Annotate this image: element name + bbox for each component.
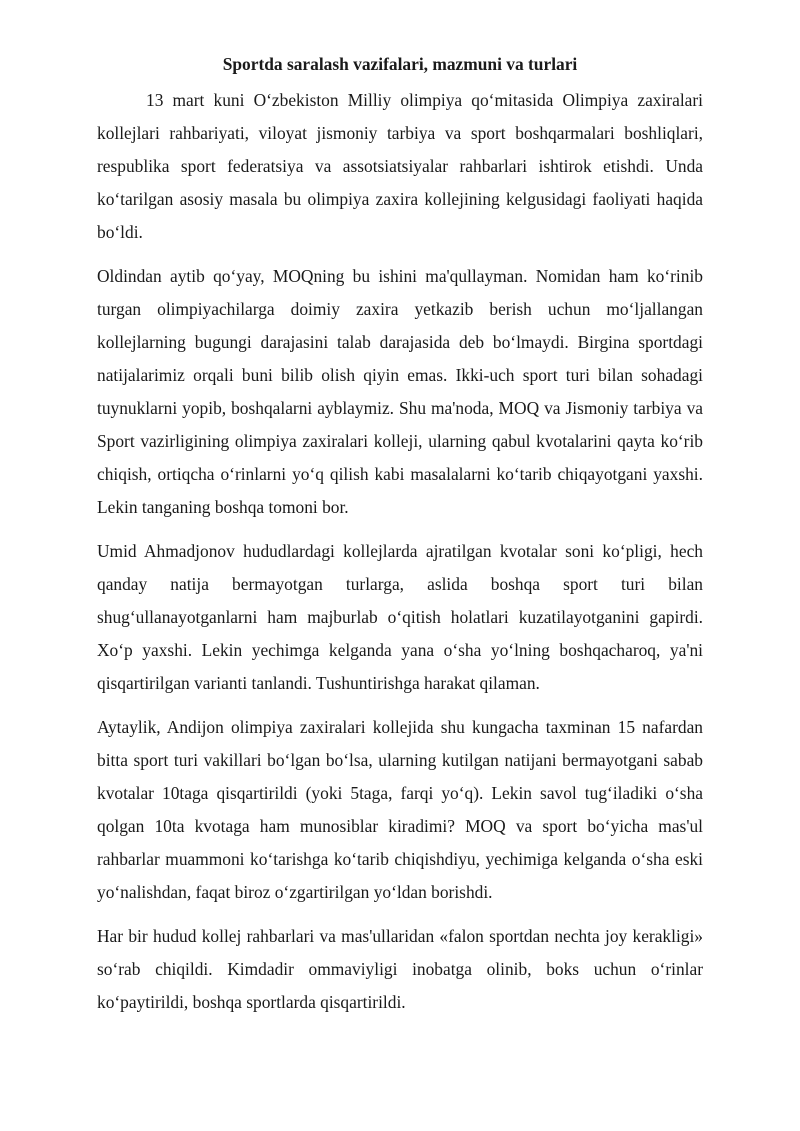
paragraph-2: Oldindan aytib qo‘yay, MOQning bu ishini ma'qullayman. Nomidan ham ko‘rinib turgan olimpiyachilarga doimiy zaxira yetkazib berish uchun mo‘ljallangan kollejlarning bugungi darajasini talab darajasida deb bo‘lmaydi. Birgina sportdagi natijalarimiz orqali buni bilib olish qiyin emas. Ikki-uch sport turi bilan sohadagi tuynuklarni yopib, boshqalarni ayblaymiz. Shu ma'noda, MOQ va Jismoniy tarbiya va Sport vazirligining olimpiya zaxiralari kolleji, ularning qabul kvotalarini qayta ko‘rib chiqish, ortiqcha o‘rinlarni yo‘q qilish kabi masalalarni ko‘tarib chiqayotgani yaxshi. Lekin tanganing boshqa tomoni bor.	[97, 266, 703, 517]
paragraph-5: Har bir hudud kollej rahbarlari va mas'ullaridan «falon sportdan nechta joy kerakligi» so‘rab chiqildi. Kimdadir ommaviyligi inobatga olinib, boks uchun o‘rinlar ko‘paytirildi, boshqa sportlarda qisqartirildi.	[97, 926, 703, 1012]
paragraph-3: Umid Ahmadjonov hududlardagi kollejlarda ajratilgan kvotalar soni ko‘pligi, hech qanday natija bermayotgan turlarga, aslida boshqa sport turi bilan shug‘ullanayotganlarni ham majburlab o‘qitish holatlari kuzatilayotganini gapirdi. Xo‘p yaxshi. Lekin yechimga kelganda yana o‘sha yo‘lning boshqacharoq, ya'ni qisqartirilgan varianti tanlandi. Tushuntirishga harakat qilaman.	[97, 541, 703, 693]
document-title: Sportda saralash vazifalari, mazmuni va turlari	[222, 54, 578, 74]
paragraph-4: Aytaylik, Andijon olimpiya zaxiralari kollejida shu kungacha taxminan 15 nafardan bitta sport turi vakillari bo‘lgan bo‘lsa, ularning kutilgan natijani bermayotgani sabab kvotalar 10taga qisqartirildi (yoki 5taga, farqi yo‘q). Lekin savol tug‘iladiki o‘sha qolgan 10ta kvotaga ham munosiblar kiradimi? MOQ va sport bo‘yicha mas'ul rahbarlar muammoni ko‘tarishga ko‘tarib chiqishdiyu, yechimiga kelganda o‘sha eski yo‘nalishdan, faqat biroz o‘zgartirilgan yo‘ldan borishdi.	[97, 717, 703, 902]
paragraph-1: 13 mart kuni O‘zbekiston Milliy olimpiya qo‘mitasida Olimpiya zaxiralari kollejlari rahbariyati, viloyat jismoniy tarbiya va sport boshqarmalari boshliqlari, respublika sport federatsiya va assotsiatsiyalar rahbarlari ishtirok etishdi. Unda ko‘tarilgan asosiy masala bu olimpiya zaxira kollejining kelgusidagi faoliyati haqida bo‘ldi.	[97, 90, 703, 242]
document-page	[97, 48, 703, 1030]
